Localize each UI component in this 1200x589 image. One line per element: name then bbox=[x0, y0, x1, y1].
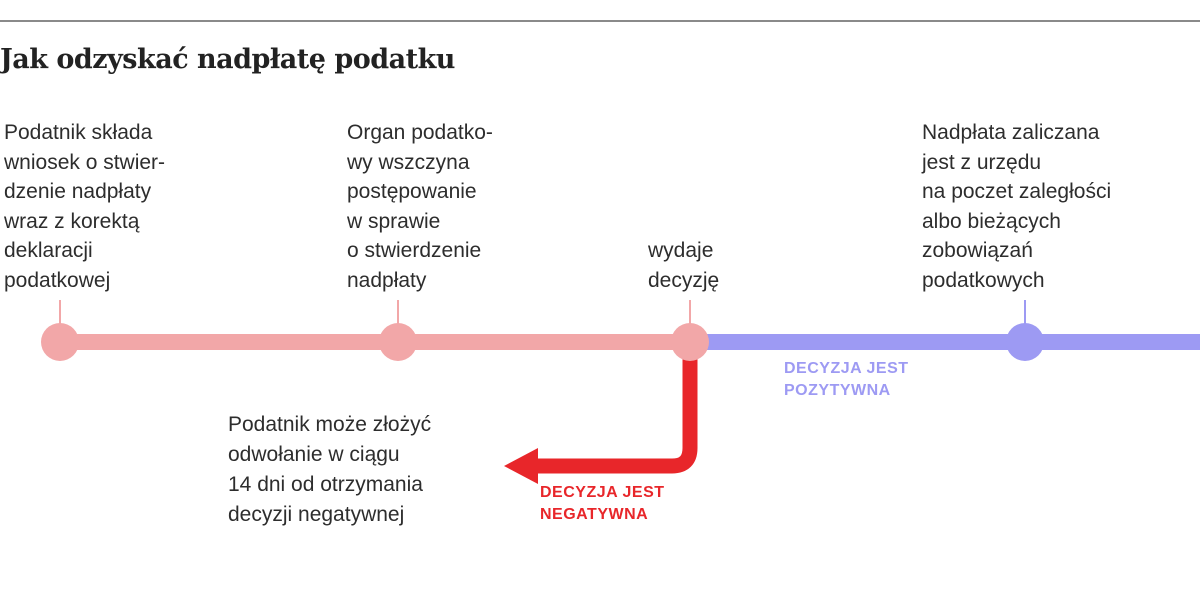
negative-branch-label: DECYZJA JEST NEGATYWNA bbox=[540, 484, 665, 523]
diagram-title: Jak odzyskać nadpłatę podatku bbox=[0, 44, 455, 75]
negative-branch-arrowhead bbox=[504, 448, 538, 484]
node-request bbox=[41, 323, 79, 361]
step-authority-proceedings: Organ podatko- wy wszczyna postępowanie w sprawie o stwierdzenie nadpłaty bbox=[347, 121, 493, 292]
node-proceedings bbox=[379, 323, 417, 361]
node-decision bbox=[671, 323, 709, 361]
step-negative-outcome: Podatnik może złożyć odwołanie w ciągu 14 dni od otrzymania decyzji negatywnej bbox=[228, 413, 432, 526]
node-positive bbox=[1006, 323, 1044, 361]
positive-branch-label: DECYZJA JEST POZYTYWNA bbox=[784, 360, 909, 399]
step-positive-outcome: Nadpłata zaliczana jest z urzędu na poczet zaległości albo bieżących zobowiązań podatkowych bbox=[922, 121, 1112, 292]
step-decision-issued: wydaje decyzję bbox=[648, 239, 720, 292]
step-taxpayer-request: Podatnik składa wniosek o stwier- dzenie nadpłaty wraz z korektą deklaracji podatkowej bbox=[4, 121, 166, 292]
negative-branch-line bbox=[535, 358, 690, 466]
